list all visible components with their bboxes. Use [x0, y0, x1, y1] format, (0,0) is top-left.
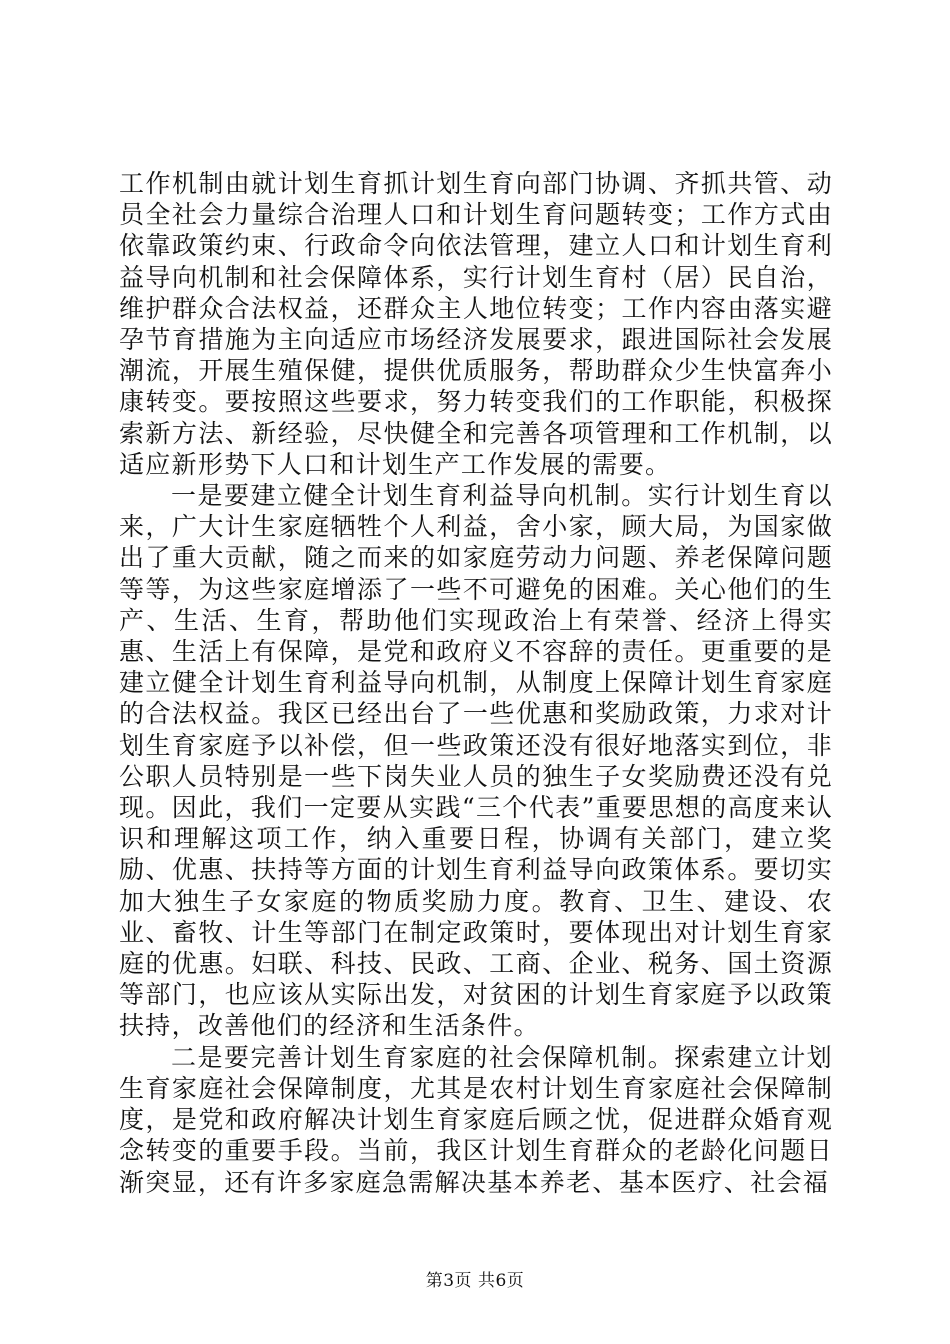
page-number-footer: 第3页 共6页 [425, 1271, 525, 1291]
paragraph-incentive-mechanism: 一是要建立健全计划生育利益导向机制。实行计划生育以来，广大计生家庭牺牲个人利益，舍小家，顾大局，为国家做出了重大贡献，随之而来的如家庭劳动力问题、养老保障问题等等，为这些家庭增添了一些不可避免的困难。关心他们的生产、生活、生育，帮助他们实现政治上有荣誉、经济上得实惠、生活上有保障，是党和政府义不容辞的责任。更重要的是建立健全计划生育利益导向机制，从制度上保障计划生育家庭的合法权益。我区已经出台了一些优惠和奖励政策，力求对计划生育家庭予以补偿，但一些政策还没有很好地落实到位，非公职人员特别是一些下岗失业人员的独生子女奖励费还没有兑现。因此，我们一定要从实践“三个代表”重要思想的高度来认识和理解这项工作，纳入重要日程，协调有关部门，建立奖励、优惠、扶持等方面的计划生育利益导向政策体系。要切实加大独生子女家庭的物质奖励力度。教育、卫生、建设、农业、畜牧、计生等部门在制定政策时，要体现出对计划生育家庭的优惠。妇联、科技、民政、工商、企业、税务、国土资源等部门，也应该从实际出发，对贫困的计划生育家庭予以政策扶持，改善他们的经济和生活条件。 [119, 481, 833, 1041]
paragraph-social-security: 二是要完善计划生育家庭的社会保障机制。探索建立计划生育家庭社会保障制度，尤其是农村计划生育家庭社会保障制度，是党和政府解决计划生育家庭后顾之忧，促进群众婚育观念转变的重要手段。当前，我区计划生育群众的老龄化问题日渐突显，还有许多家庭急需解决基本养老、基本医疗、社会福 [119, 1042, 833, 1197]
document-body [119, 168, 833, 1198]
paragraph-continuation: 工作机制由就计划生育抓计划生育向部门协调、齐抓共管、动员全社会力量综合治理人口和计划生育问题转变；工作方式由依靠政策约束、行政命令向依法管理，建立人口和计划生育利益导向机制和社会保障体系，实行计划生育村（居）民自治，维护群众合法权益，还群众主人地位转变；工作内容由落实避孕节育措施为主向适应市场经济发展要求，跟进国际社会发展潮流，开展生殖保健，提供优质服务，帮助群众少生快富奔小康转变。要按照这些要求，努力转变我们的工作职能，积极探索新方法、新经验，尽快健全和完善各项管理和工作机制，以适应新形势下人口和计划生产工作发展的需要。 [119, 169, 833, 479]
